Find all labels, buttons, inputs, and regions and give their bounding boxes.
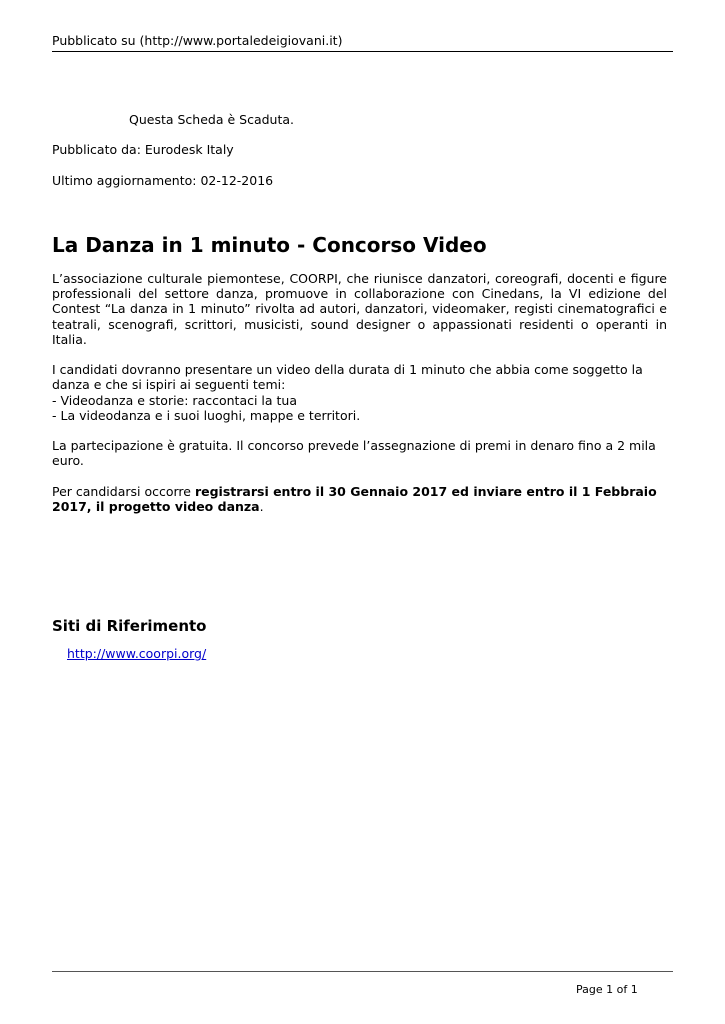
header-divider [52,51,673,52]
page-title: La Danza in 1 minuto - Concorso Video [52,233,487,257]
header-source: Pubblicato su (http://www.portaledeigiovani.it) [52,33,343,48]
paragraph-intro: L’associazione culturale piemontese, COORPI, che riunisce danzatori, coreografi, docenti e figure professionali del settore danza, promuove in collaborazione con Cinedans, la VI edizione del Contest “La danza in 1 minuto” rivolta ad autori, danzatori, videomaker, registi cinematografici e teatrali, scenografi, scrittori, musicisti, sound designer o appassionati residenti o operanti in Italia. [52,271,667,347]
deadline-suffix: . [259,499,264,514]
footer-divider [52,971,673,972]
published-by: Pubblicato da: Eurodesk Italy [52,142,234,157]
theme-item: - Videodanza e storie: raccontaci la tua [52,392,298,408]
paragraph-deadline [52,484,667,514]
references-title: Siti di Riferimento [52,617,207,635]
last-update: Ultimo aggiornamento: 02-12-2016 [52,173,274,188]
page-number: Page 1 of 1 [576,983,638,996]
requirements-intro: I candidati dovranno presentare un video della durata di 1 minuto che abbia come soggetto la danza e che si ispiri ai seguenti temi: [52,362,643,393]
theme-item: - La videodanza e i suoi luoghi, mappe e territori. [52,407,361,423]
paragraph-requirements [52,362,667,423]
article-body [52,271,667,529]
expired-notice: Questa Scheda è Scaduta. [129,112,295,127]
reference-link[interactable]: http://www.coorpi.org/ [67,646,207,661]
paragraph-prizes: La partecipazione è gratuita. Il concorso prevede l’assegnazione di premi in denaro fino a 2 mila euro. [52,438,656,469]
deadline-bold: registrarsi entro il 30 Gennaio 2017 ed inviare entro il 1 Febbraio 2017, il progetto video danza [52,483,657,514]
deadline-prefix: Per candidarsi occorre [52,483,195,499]
